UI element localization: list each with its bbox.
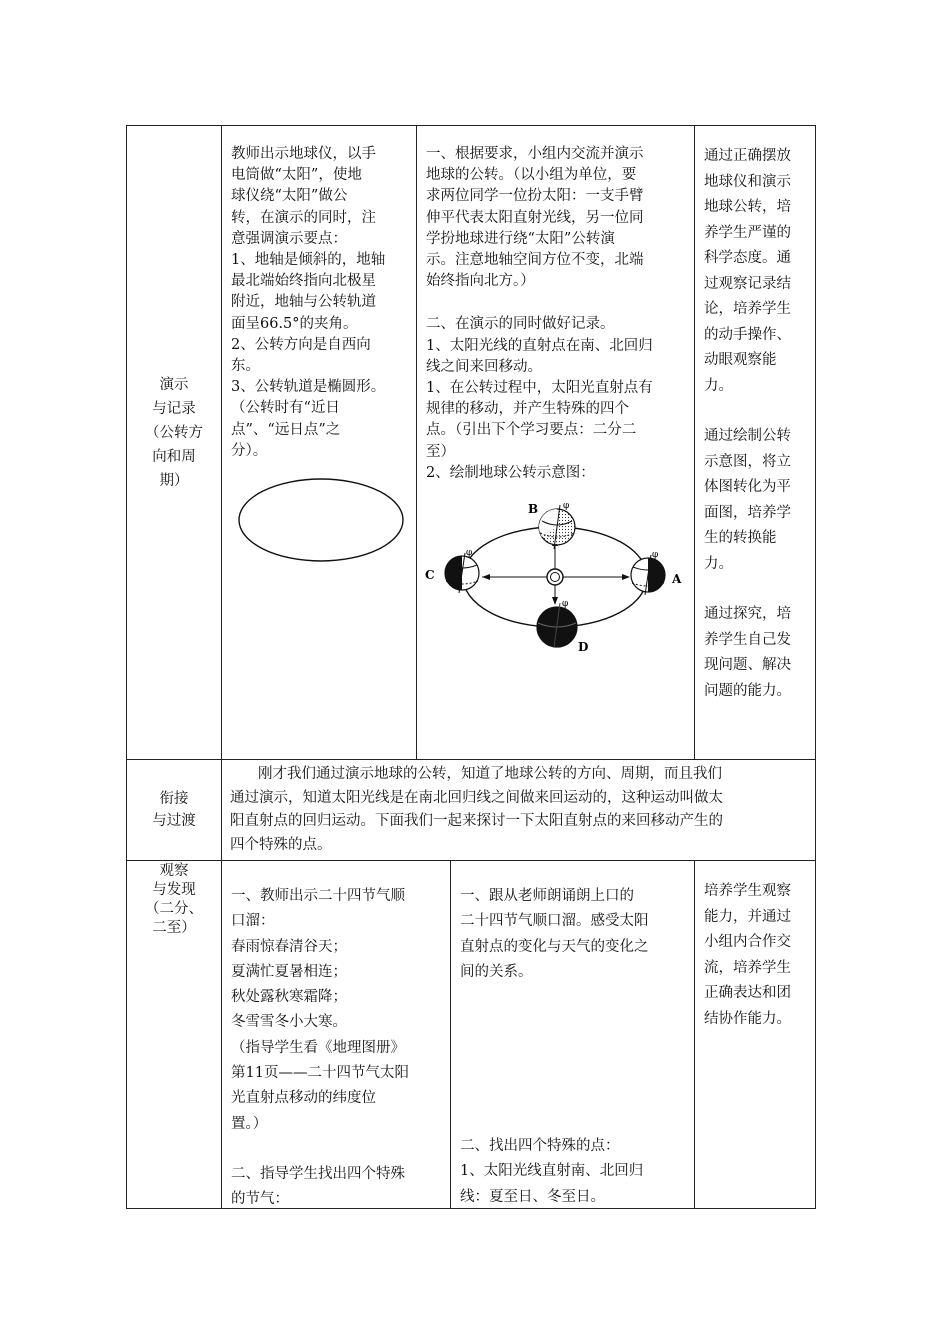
svg-text:φ: φ bbox=[563, 501, 570, 511]
earth-position-d-icon bbox=[537, 599, 577, 647]
s1-purpose-line: 通过正确摆放 bbox=[704, 148, 791, 164]
s1-label-line: （公转方 bbox=[145, 425, 203, 441]
s1-design-purpose bbox=[704, 144, 810, 704]
table-border-left bbox=[126, 125, 127, 1209]
s1-purpose-line: 的动手操作、 bbox=[704, 326, 791, 343]
spacer bbox=[426, 292, 690, 314]
s3-student-line: 1、太阳光线直射南、北回归 bbox=[460, 1163, 644, 1180]
s3-teacher-activity bbox=[231, 884, 446, 1213]
s1-teacher-line: 教师出示地球仪，以手 bbox=[231, 146, 376, 162]
svg-text:φ: φ bbox=[466, 548, 473, 558]
label-b: B bbox=[528, 502, 539, 516]
s1-student-line: 二、在演示的同时做好记录。 bbox=[426, 316, 615, 333]
s1-teacher-line: 分）。 bbox=[231, 442, 268, 459]
s1-label-line: 演示 bbox=[159, 377, 189, 393]
s1-student-line: 1、在公转过程中，太阳光直射点有 bbox=[426, 380, 653, 397]
s3-teacher-line: 置。） bbox=[231, 1115, 268, 1132]
s1-teacher-line: 意强调演示要点： bbox=[231, 230, 347, 247]
s1-purpose-line: 养学生严谨的 bbox=[704, 224, 791, 241]
s1-purpose-line: 养学生自己发 bbox=[704, 631, 791, 648]
s3-student-line: 直射点的变化与天气的变化之 bbox=[460, 938, 649, 955]
s1-student-line: 一、根据要求，小组内交流并演示 bbox=[426, 146, 644, 162]
s3-purpose-line: 能力，并通过 bbox=[704, 908, 791, 925]
label-a: A bbox=[672, 572, 682, 586]
s1-purpose-line: 体图转化为平 bbox=[704, 479, 791, 495]
s1-purpose-line: 示意图，将立 bbox=[704, 453, 791, 470]
s3-teacher-line: 秋处露秋寒霜降； bbox=[231, 989, 347, 1006]
row-divider-1 bbox=[126, 759, 816, 760]
s1-student-line: 规律的移动，并产生特殊的四个 bbox=[426, 401, 629, 418]
s1-purpose-line: 力。 bbox=[704, 377, 733, 394]
s1-student-line: 始终指向北方。） bbox=[426, 273, 535, 290]
s2-label-line: 衔接 bbox=[159, 791, 189, 807]
s1-teacher-line: 3、公转轨道是椭圆形。 bbox=[231, 379, 386, 396]
table-border-right bbox=[815, 125, 816, 1209]
s3-teacher-line: 第11页——二十四节气太阳 bbox=[231, 1065, 409, 1082]
s3-teacher-line: 春雨惊春清谷天； bbox=[231, 938, 347, 955]
s1-purpose-line: 通过绘制公转 bbox=[704, 428, 791, 444]
s1-col-divider-3 bbox=[694, 125, 695, 759]
s1-teacher-line: 1、地轴是倾斜的，地轴 bbox=[231, 252, 386, 269]
s3-col-divider-3 bbox=[694, 860, 695, 1208]
s1-student-line: 线之间来回移动。 bbox=[426, 358, 542, 375]
s3-teacher-line: 二、指导学生找出四个特殊 bbox=[231, 1165, 405, 1182]
s3-label-line: （二分、 bbox=[145, 901, 203, 917]
s1-teacher-line: 点”、“远日点”之 bbox=[231, 421, 341, 438]
s1-label bbox=[127, 373, 221, 493]
s3-teacher-line: 夏满忙夏暑相连； bbox=[231, 963, 347, 980]
earth-position-b-icon bbox=[539, 501, 575, 549]
row-divider-2 bbox=[126, 860, 816, 861]
s1-student-line: 学扮地球进行绕“太阳”公转演 bbox=[426, 230, 615, 247]
s1-teacher-line: （公转时有“近日 bbox=[231, 400, 340, 417]
earth-revolution-diagram bbox=[420, 495, 690, 660]
s3-label bbox=[127, 862, 221, 938]
s1-student-line: 伸平代表太阳直射光线，另一位同 bbox=[426, 209, 644, 226]
s1-student-line: 示。注意地轴空间方位不变，北端 bbox=[426, 252, 644, 269]
s3-purpose-line: 流，培养学生 bbox=[704, 959, 791, 976]
s1-student-activity bbox=[426, 144, 690, 484]
s3-teacher-line: （指导学生看《地理图册》 bbox=[231, 1039, 405, 1056]
s1-purpose-line: 动眼观察能 bbox=[704, 352, 777, 368]
s3-student-line: 线：夏至日、冬至日。 bbox=[460, 1188, 605, 1205]
orbit-ellipse-sketch bbox=[236, 476, 406, 564]
s1-student-line: 至） bbox=[426, 443, 455, 460]
s2-text-line: 阳直射点的回归运动。下面我们一起来探讨一下太阳直射点的来回移动产生的 bbox=[230, 813, 723, 829]
s3-label-line: 二至） bbox=[152, 920, 196, 936]
s3-design-purpose bbox=[704, 879, 810, 1032]
s1-student-line: 地球的公转。（以小组为单位，要 bbox=[426, 167, 637, 184]
spacer bbox=[704, 399, 810, 424]
s3-teacher-line: 口溜： bbox=[231, 913, 275, 930]
s3-student-line: 二、找出四个特殊的点： bbox=[460, 1138, 620, 1154]
s3-student-activity bbox=[460, 884, 692, 985]
s1-teacher-line: 电筒做“太阳”，使地 bbox=[231, 167, 362, 184]
s1-purpose-line: 生的转换能 bbox=[704, 530, 777, 546]
s2-text-line: 通过演示，知道太阳光线是在南北回归线之间做来回运动的，这种运动叫做太 bbox=[230, 789, 723, 806]
s1-teacher-line: 面呈66.5°的夹角。 bbox=[231, 315, 358, 332]
s1-purpose-line: 论，培养学生 bbox=[704, 301, 791, 317]
s1-label-line: 向和周 bbox=[152, 449, 196, 465]
svg-text:φ: φ bbox=[562, 599, 569, 609]
arrow-left bbox=[482, 574, 490, 580]
svg-text:φ: φ bbox=[652, 550, 659, 560]
s1-purpose-line: 过观察记录结 bbox=[704, 275, 791, 292]
s1-student-line: 点。（引出下个学习要点：二分二 bbox=[426, 422, 637, 439]
table-border-top bbox=[126, 125, 816, 126]
s1-teacher-line: 附近，地轴与公转轨道 bbox=[231, 294, 376, 311]
s3-teacher-line: 一、教师出示二十四节气顺 bbox=[231, 888, 405, 904]
s3-student-activity-2 bbox=[460, 1134, 692, 1210]
s2-text-line: 刚才我们通过演示地球的公转，知道了地球公转的方向、周期，而且我们 bbox=[258, 766, 722, 782]
s1-teacher-line: 转，在演示的同时，注 bbox=[231, 209, 376, 226]
s1-teacher-activity bbox=[231, 144, 411, 462]
s3-purpose-line: 培养学生观察 bbox=[704, 883, 791, 899]
s3-teacher-line: 的节气： bbox=[231, 1191, 289, 1208]
s1-student-line: 2、绘制地球公转示意图： bbox=[426, 464, 595, 481]
s1-label-line: 与记录 bbox=[152, 401, 196, 417]
s1-label-line: 期） bbox=[159, 473, 189, 489]
s3-teacher-line: 光直射点移动的纬度位 bbox=[231, 1090, 376, 1107]
orbit-ellipse bbox=[239, 479, 403, 561]
s3-teacher-line: 冬雪雪冬小大寒。 bbox=[231, 1014, 347, 1031]
s1-purpose-line: 现问题、解决 bbox=[704, 657, 791, 673]
s1-purpose-line: 问题的能力。 bbox=[704, 682, 791, 699]
s1-col-divider-2 bbox=[416, 125, 417, 759]
s3-purpose-line: 结协作能力。 bbox=[704, 1010, 791, 1027]
s1-teacher-line: 东。 bbox=[231, 358, 260, 375]
s1-teacher-line: 球仪绕“太阳”做公 bbox=[231, 188, 348, 205]
s1-purpose-line: 力。 bbox=[704, 555, 733, 572]
arrow-right bbox=[622, 574, 630, 580]
label-c: C bbox=[425, 568, 435, 582]
spacer bbox=[231, 1137, 446, 1162]
s1-purpose-line: 科学态度。通 bbox=[704, 250, 791, 266]
earth-position-c-icon bbox=[445, 548, 479, 593]
label-d: D bbox=[578, 640, 589, 654]
s2-transition-text bbox=[230, 763, 812, 857]
spacer bbox=[704, 577, 810, 602]
s1-purpose-line: 通过探究，培 bbox=[704, 606, 791, 622]
s3-student-line: 一、跟从老师朗诵朗上口的 bbox=[460, 888, 634, 904]
s3-purpose-line: 小组内合作交 bbox=[704, 934, 791, 950]
s2-label bbox=[127, 788, 221, 832]
s1-purpose-line: 面图，培养学 bbox=[704, 504, 791, 521]
s1-teacher-line: 最北端始终指向北极星 bbox=[231, 273, 376, 290]
s2-label-line: 与过渡 bbox=[152, 813, 196, 829]
earth-position-a-icon bbox=[631, 550, 665, 595]
sun-icon bbox=[547, 569, 563, 585]
s1-teacher-line: 2、公转方向是自西向 bbox=[231, 336, 371, 353]
arrow-down bbox=[552, 597, 558, 605]
s3-student-line: 间的关系。 bbox=[460, 963, 533, 980]
s3-label-line: 观察 bbox=[159, 863, 189, 879]
s3-student-line: 二十四节气顺口溜。感受太阳 bbox=[460, 913, 649, 930]
s2-text-line: 四个特殊的点。 bbox=[230, 836, 332, 853]
label-column-divider bbox=[221, 125, 222, 1209]
s3-label-line: 与发现 bbox=[152, 882, 196, 898]
s3-purpose-line: 正确表达和团 bbox=[704, 985, 791, 1001]
s3-col-divider-2 bbox=[450, 860, 451, 1208]
s1-purpose-line: 地球公转，培 bbox=[704, 199, 791, 215]
s1-student-line: 1、太阳光线的直射点在南、北回归 bbox=[426, 337, 653, 354]
s1-student-line: 求两位同学一位扮太阳：一支手臂 bbox=[426, 188, 644, 205]
s1-purpose-line: 地球仪和演示 bbox=[704, 173, 791, 190]
